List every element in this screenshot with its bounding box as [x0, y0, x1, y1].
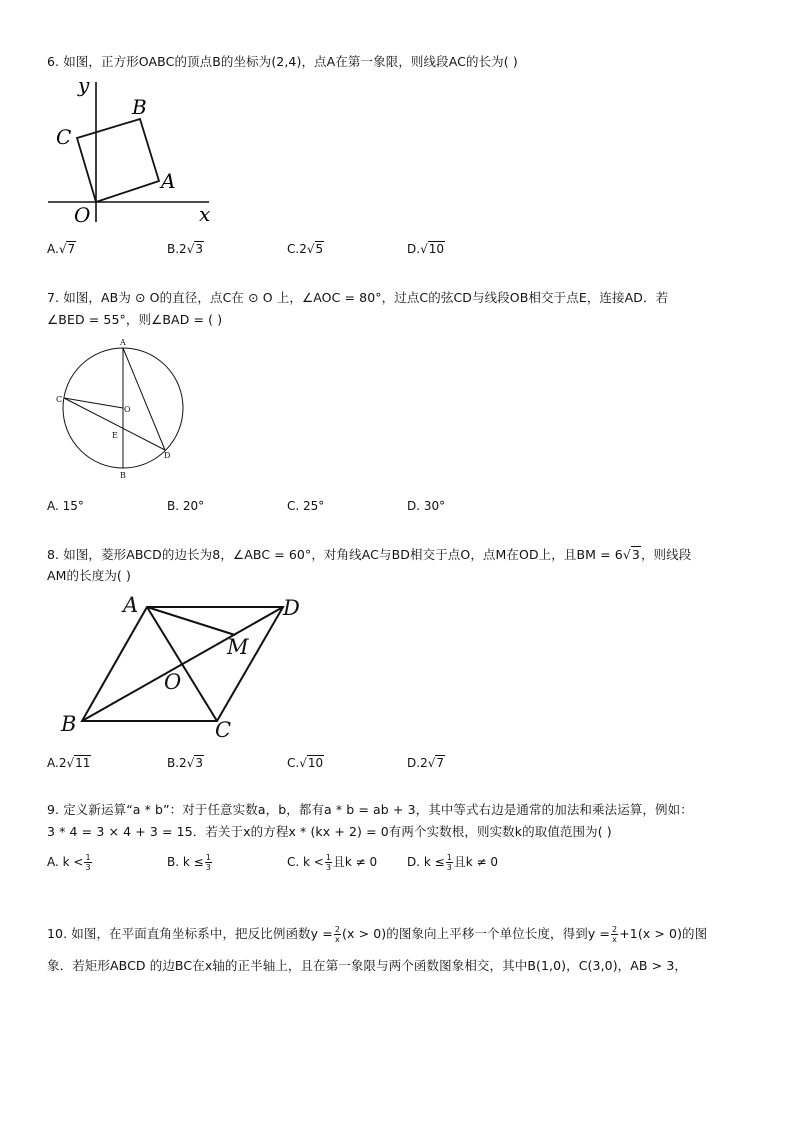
q8-stem-radicand: 3 — [631, 547, 640, 562]
option-letter: C. — [287, 756, 300, 770]
q8-stem-part2: ，则线段 — [640, 547, 692, 562]
q7-figure — [50, 335, 190, 485]
q6-label-y: y — [78, 73, 90, 97]
q9-option-d[interactable] — [407, 853, 498, 872]
fraction-denominator: 3 — [85, 863, 91, 872]
q6-option-c[interactable]: C.2√5 — [287, 242, 324, 256]
option-radicand: 10 — [307, 756, 324, 770]
option-fraction — [84, 853, 91, 872]
q8-label-o: O — [164, 670, 182, 694]
q6-option-d[interactable]: D.√10 — [407, 242, 444, 256]
q8-option-d[interactable]: D.2√7 — [407, 756, 444, 770]
q7-label-o: O — [124, 405, 131, 414]
option-suffix: 且k ≠ 0 — [332, 855, 378, 869]
option-radicand: 5 — [315, 242, 324, 256]
option-radicand: 10 — [428, 242, 444, 256]
q9-option-a[interactable] — [47, 853, 93, 872]
q6-stem: 6. 如图，正方形OABC的顶点B的坐标为(2,4)，点A在第一象限，则线段AC的长为( ) — [47, 54, 518, 69]
option-radicand: 7 — [67, 242, 76, 256]
q7-stem-line2: ∠BED = 55°，则∠BAD = ( ) — [47, 312, 223, 327]
q8-diagonal-bd — [82, 607, 283, 721]
q6-label-b: B — [132, 95, 147, 119]
q8-option-b[interactable]: B.2√3 — [167, 756, 203, 770]
fraction-numerator: 2 — [334, 925, 341, 934]
q8-figure — [55, 590, 315, 740]
option-coef: 2 — [420, 756, 428, 770]
q8-stem-line1: 8. 如图，菱形ABCD的边长为8，∠ABC = 60°，对角线AC与BD相交于点O，点M在OD上，且BM = 6√3，则线段 — [47, 547, 692, 562]
q7-chord-cd — [64, 398, 165, 450]
option-radicand: 3 — [195, 756, 203, 770]
fraction-numerator: 2 — [612, 925, 618, 934]
q10-stem-part1: 10. 如图，在平面直角坐标系中，把反比例函数y = — [47, 926, 333, 941]
q6-figure — [44, 72, 224, 232]
q7-option-c[interactable]: C. 25° — [287, 499, 325, 513]
q7-label-e: E — [112, 431, 118, 440]
q8-label-m: M — [227, 635, 249, 659]
option-radicand: 7 — [436, 756, 444, 770]
q6-axes — [48, 82, 209, 222]
option-radicand: 11 — [75, 756, 91, 770]
q6-label-a: A — [161, 169, 176, 193]
option-fraction — [325, 853, 332, 872]
q8-stem-line2: AM的长度为( ) — [47, 568, 131, 583]
option-letter: C. — [287, 242, 300, 256]
q7-label-c: C — [56, 395, 63, 404]
q6-option-a[interactable]: A.√7 — [47, 242, 76, 256]
fraction-denominator: x — [612, 935, 618, 944]
option-fraction — [205, 853, 212, 872]
q9-stem-line2: 3 * 4 = 3 × 4 + 3 = 15．若关于x的方程x * (kx + 2) = 0有两个实数根，则实数k的取值范围为( ) — [47, 824, 612, 839]
option-prefix: B. k ≤ — [167, 855, 204, 869]
q6-square — [77, 119, 159, 202]
q7-option-a[interactable]: A. 15° — [47, 499, 84, 513]
q6-label-o: O — [74, 203, 91, 227]
q8-label-d: D — [283, 596, 300, 620]
option-letter: A. — [47, 756, 59, 770]
q7-stem-line1: 7. 如图，AB为 ⊙ O的直径，点C在 ⊙ O 上，∠AOC = 80°，过点C的弦CD与线段OB相交于点E，连接AD．若 — [47, 290, 669, 305]
option-coef: 2 — [179, 756, 187, 770]
q8-stem-part1: 8. 如图，菱形ABCD的边长为8，∠ABC = 60°，对角线AC与BD相交于点O，点M在OD上，且BM = 6 — [47, 547, 623, 562]
option-coef: 2 — [58, 756, 67, 770]
q6-option-b[interactable]: B.2√3 — [167, 242, 203, 256]
option-letter: A. — [47, 242, 59, 256]
fraction-numerator: 1 — [205, 853, 211, 862]
q8-segment-am — [147, 607, 235, 635]
q9-option-c[interactable] — [287, 853, 377, 872]
option-coef: 2 — [179, 242, 187, 256]
q10-stem-line1 — [47, 924, 707, 944]
q8-label-b: B — [61, 712, 77, 736]
q10-fraction-2 — [611, 925, 618, 944]
fraction-numerator: 1 — [446, 853, 452, 862]
fraction-denominator: 3 — [325, 863, 331, 872]
option-letter: D. — [407, 756, 421, 770]
q7-label-b: B — [120, 471, 126, 480]
option-letter: B. — [167, 242, 180, 256]
q8-label-c: C — [215, 718, 232, 740]
option-fraction — [446, 853, 453, 872]
fraction-denominator: 3 — [446, 863, 452, 872]
q8-label-a: A — [123, 593, 139, 617]
q7-option-b[interactable]: B. 20° — [167, 499, 205, 513]
q7-option-d[interactable]: D. 30° — [407, 499, 446, 513]
q6-label-c: C — [56, 125, 72, 149]
option-suffix: 且k ≠ 0 — [453, 855, 499, 869]
option-letter: B. — [167, 756, 180, 770]
q7-label-d: D — [164, 451, 171, 460]
q9-option-b[interactable] — [167, 853, 213, 872]
option-radicand: 3 — [195, 242, 203, 256]
fraction-numerator: 1 — [325, 853, 331, 862]
q10-stem-line2: 象．若矩形ABCD 的边BC在x轴的正半轴上，且在第一象限与两个函数图象相交，其中B(1,0)，C(3,0)，AB > 3， — [47, 958, 687, 973]
fraction-denominator: 3 — [205, 863, 211, 872]
q8-option-c[interactable]: C.√10 — [287, 756, 324, 770]
option-prefix: A. k < — [47, 855, 84, 869]
q9-stem-line1: 9. 定义新运算“a * b”：对于任意实数a，b，都有a * b = ab + 3，其中等式右边是通常的加法和乘法运算，例如： — [47, 802, 693, 817]
q10-stem-part2: (x > 0)的图象向上平移一个单位长度，得到y = — [342, 926, 610, 941]
option-prefix: D. k ≤ — [407, 855, 445, 869]
option-prefix: C. k < — [287, 855, 324, 869]
q8-option-a[interactable]: A.2√11 — [47, 756, 91, 770]
option-coef: 2 — [299, 242, 307, 256]
q7-label-a: A — [120, 338, 126, 347]
fraction-numerator: 1 — [85, 853, 91, 862]
q7-segment-ad — [123, 348, 165, 450]
fraction-denominator: x — [334, 935, 340, 944]
q10-stem-part3: +1(x > 0)的图 — [619, 926, 708, 941]
q6-label-x: x — [199, 202, 211, 226]
option-letter: D. — [407, 242, 421, 256]
q10-fraction-1 — [334, 925, 341, 944]
